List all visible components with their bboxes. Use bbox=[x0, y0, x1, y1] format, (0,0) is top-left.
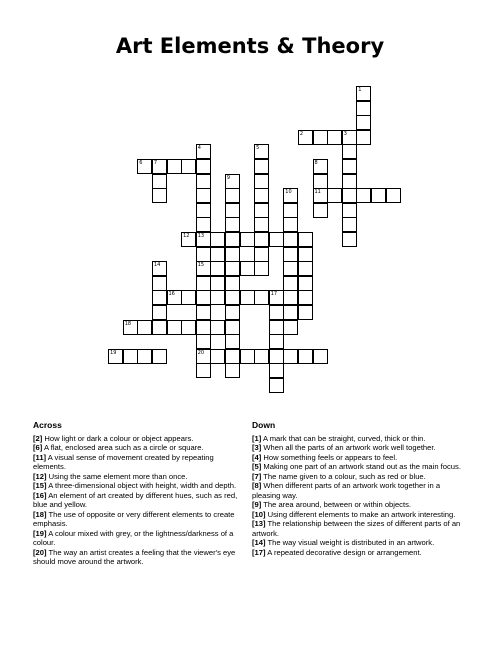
clue-num: [1] bbox=[252, 433, 262, 443]
clue-number: 7 bbox=[153, 160, 158, 166]
page-title: Art Elements & Theory bbox=[115, 34, 385, 58]
clue-num: [9] bbox=[252, 500, 262, 509]
grid-cell[interactable] bbox=[327, 130, 342, 145]
down-clue-list bbox=[252, 434, 467, 558]
clue-text: The area around, between or within objects. bbox=[261, 500, 411, 509]
grid-cell[interactable] bbox=[283, 247, 298, 262]
grid-cell[interactable] bbox=[269, 378, 284, 393]
clue-number: 13 bbox=[197, 233, 205, 239]
clue-num: [8] bbox=[252, 481, 262, 490]
clue-number: 14 bbox=[153, 262, 161, 269]
grid-cell[interactable] bbox=[167, 159, 182, 174]
grid-cell[interactable] bbox=[137, 349, 152, 364]
grid-cell[interactable] bbox=[356, 130, 371, 145]
clue-number: 8 bbox=[314, 160, 318, 166]
grid-cell[interactable] bbox=[196, 188, 211, 203]
clue-num: [4] bbox=[252, 452, 262, 462]
grid-cell[interactable] bbox=[298, 130, 313, 145]
clue-text: The use of opposite or very different elements to create emphasis. bbox=[33, 509, 235, 528]
grid-cell[interactable] bbox=[225, 349, 240, 364]
grid-cell[interactable] bbox=[181, 290, 196, 305]
grid-cell[interactable] bbox=[254, 349, 269, 364]
clue-item bbox=[33, 510, 241, 529]
across-heading: Across bbox=[33, 420, 62, 430]
clue-num: [5] bbox=[252, 462, 262, 471]
grid-cell[interactable] bbox=[225, 247, 240, 262]
clue-text: A colour mixed with grey, or the lightness/darkness of a colour. bbox=[33, 528, 234, 547]
grid-cell[interactable] bbox=[254, 261, 269, 276]
grid-cell[interactable] bbox=[298, 349, 313, 364]
grid-cell[interactable] bbox=[210, 261, 225, 276]
grid-cell[interactable] bbox=[210, 290, 225, 305]
clue-text: The relationship between the sizes of different parts of an artwork. bbox=[252, 519, 461, 538]
grid-cell[interactable] bbox=[137, 320, 152, 335]
clue-item bbox=[33, 529, 241, 548]
grid-cell[interactable] bbox=[313, 130, 328, 145]
grid-cell[interactable] bbox=[313, 188, 328, 203]
grid-cell[interactable] bbox=[196, 217, 211, 232]
grid-cell[interactable] bbox=[196, 261, 211, 276]
grid-cell[interactable] bbox=[152, 320, 167, 335]
clue-number: 5 bbox=[256, 145, 260, 152]
clue-text: An element of art created by different hues, such as red, blue and yellow. bbox=[33, 490, 238, 509]
clue-text: How light or dark a colour or object appears. bbox=[42, 433, 194, 443]
grid-cell[interactable] bbox=[225, 188, 240, 203]
grid-cell[interactable] bbox=[152, 159, 167, 174]
clue-num: [12] bbox=[33, 471, 47, 481]
clue-number: 17 bbox=[270, 291, 278, 298]
grid-cell[interactable] bbox=[254, 174, 269, 189]
grid-cell[interactable] bbox=[225, 261, 240, 276]
clue-number: 15 bbox=[197, 262, 205, 269]
grid-cell[interactable] bbox=[327, 188, 342, 203]
grid-cell[interactable] bbox=[298, 305, 313, 320]
clue-number: 4 bbox=[197, 145, 201, 152]
grid-cell[interactable] bbox=[167, 290, 182, 305]
grid-cell[interactable] bbox=[210, 349, 225, 364]
clue-text: How something feels or appears to feel. bbox=[261, 452, 398, 462]
grid-cell[interactable] bbox=[167, 320, 182, 335]
grid-cell[interactable] bbox=[254, 203, 269, 218]
clue-item bbox=[33, 453, 241, 472]
clue-item bbox=[33, 434, 241, 444]
grid-cell[interactable] bbox=[342, 188, 357, 203]
grid-cell[interactable] bbox=[283, 305, 298, 320]
clue-text: Using different elements to make an artwork interesting. bbox=[265, 509, 456, 519]
grid-cell[interactable] bbox=[356, 188, 371, 203]
grid-cell[interactable] bbox=[152, 305, 167, 320]
clue-item bbox=[252, 481, 467, 500]
grid-cell[interactable] bbox=[240, 349, 255, 364]
grid-cell[interactable] bbox=[196, 305, 211, 320]
grid-cell[interactable] bbox=[254, 232, 269, 247]
grid-cell[interactable] bbox=[269, 232, 284, 247]
clue-number: 11 bbox=[314, 189, 321, 196]
grid-cell[interactable] bbox=[269, 320, 284, 335]
clue-number: 19 bbox=[110, 349, 117, 356]
grid-cell[interactable] bbox=[386, 188, 401, 203]
grid-cell[interactable] bbox=[342, 203, 357, 218]
clue-item bbox=[252, 453, 467, 463]
grid-cell[interactable] bbox=[298, 276, 313, 291]
grid-cell[interactable] bbox=[152, 174, 167, 189]
grid-cell[interactable] bbox=[240, 261, 255, 276]
grid-cell[interactable] bbox=[210, 320, 225, 335]
clue-item bbox=[252, 434, 467, 444]
clue-text: A repeated decorative design or arrangement. bbox=[265, 547, 422, 557]
clue-num: [6] bbox=[33, 443, 43, 452]
clue-text: When all the parts of an artwork work well together. bbox=[261, 443, 436, 452]
grid-cell[interactable] bbox=[225, 363, 240, 378]
clue-item bbox=[252, 443, 467, 453]
grid-cell[interactable] bbox=[225, 276, 240, 291]
clue-item bbox=[252, 510, 467, 520]
clue-number: 9 bbox=[226, 174, 231, 181]
clue-number: 18 bbox=[124, 320, 132, 327]
grid-cell[interactable] bbox=[371, 188, 386, 203]
clue-number: 16 bbox=[168, 291, 175, 298]
grid-cell[interactable] bbox=[313, 159, 328, 174]
grid-cell[interactable] bbox=[313, 349, 328, 364]
clue-number: 12 bbox=[183, 233, 190, 239]
grid-cell[interactable] bbox=[298, 247, 313, 262]
grid-cell[interactable] bbox=[196, 349, 211, 364]
grid-cell[interactable] bbox=[108, 349, 123, 364]
grid-cell[interactable] bbox=[225, 320, 240, 335]
grid-cell[interactable] bbox=[283, 276, 298, 291]
clue-text: The way visual weight is distributed in an artwork. bbox=[265, 538, 435, 547]
grid-cell[interactable] bbox=[269, 334, 284, 349]
grid-cell[interactable] bbox=[240, 232, 255, 247]
grid-cell[interactable] bbox=[298, 232, 313, 247]
clue-num: [18] bbox=[33, 509, 47, 519]
grid-cell[interactable] bbox=[196, 320, 211, 335]
grid-cell[interactable] bbox=[254, 159, 269, 174]
grid-cell[interactable] bbox=[210, 247, 225, 262]
grid-cell[interactable] bbox=[225, 232, 240, 247]
grid-cell[interactable] bbox=[342, 232, 357, 247]
across-clues bbox=[33, 421, 241, 567]
clue-text: A three-dimensional object with height, width and depth. bbox=[46, 481, 237, 490]
grid-cell[interactable] bbox=[196, 144, 211, 159]
clue-num: [3] bbox=[252, 443, 262, 452]
clue-num: [7] bbox=[252, 471, 262, 481]
clue-text: Using the same element more than once. bbox=[46, 471, 188, 481]
grid-cell[interactable] bbox=[269, 363, 284, 378]
clue-text: When different parts of an artwork work together in a pleasing way. bbox=[252, 481, 441, 500]
grid-cell[interactable] bbox=[254, 290, 269, 305]
grid-cell[interactable] bbox=[225, 174, 240, 189]
grid-cell[interactable] bbox=[225, 305, 240, 320]
clue-item bbox=[252, 500, 467, 510]
clue-item bbox=[33, 491, 241, 510]
grid-cell[interactable] bbox=[225, 290, 240, 305]
grid-cell[interactable] bbox=[196, 159, 211, 174]
clue-number: 10 bbox=[285, 189, 292, 196]
grid-cell[interactable] bbox=[196, 232, 211, 247]
grid-cell[interactable] bbox=[196, 174, 211, 189]
clue-text: The name given to a colour, such as red or blue. bbox=[261, 471, 426, 481]
clue-text: A visual sense of movement created by repeating elements. bbox=[33, 452, 214, 471]
grid-cell[interactable] bbox=[269, 305, 284, 320]
across-clue-list bbox=[33, 434, 241, 567]
clue-text: The way an artist creates a feeling that the viewer's eye should move around the artwork. bbox=[33, 547, 236, 566]
clue-item bbox=[252, 472, 467, 482]
grid-cell[interactable] bbox=[342, 217, 357, 232]
grid-cell[interactable] bbox=[342, 130, 357, 145]
grid-cell[interactable] bbox=[181, 159, 196, 174]
grid-cell[interactable] bbox=[254, 144, 269, 159]
grid-cell[interactable] bbox=[283, 217, 298, 232]
clue-num: [17] bbox=[252, 547, 266, 557]
clue-num: [2] bbox=[33, 433, 43, 443]
grid-cell[interactable] bbox=[152, 261, 167, 276]
down-clues bbox=[252, 421, 467, 557]
clue-item bbox=[252, 548, 467, 558]
grid-cell[interactable] bbox=[283, 290, 298, 305]
grid-cell[interactable] bbox=[356, 86, 371, 101]
clue-num: [11] bbox=[33, 452, 47, 462]
grid-cell[interactable] bbox=[123, 320, 138, 335]
grid-cell[interactable] bbox=[137, 159, 152, 174]
clue-text: Making one part of an artwork stand out as the main focus. bbox=[261, 462, 461, 471]
clue-num: [16] bbox=[33, 490, 47, 500]
grid-cell[interactable] bbox=[342, 159, 357, 174]
grid-cell[interactable] bbox=[356, 115, 371, 130]
grid-cell[interactable] bbox=[313, 174, 328, 189]
clue-text: A mark that can be straight, curved, thick or thin. bbox=[261, 433, 426, 443]
clue-num: [20] bbox=[33, 547, 47, 557]
grid-cell[interactable] bbox=[283, 320, 298, 335]
grid-cell[interactable] bbox=[196, 276, 211, 291]
clue-number: 2 bbox=[299, 130, 304, 137]
grid-cell[interactable] bbox=[210, 232, 225, 247]
down-heading: Down bbox=[252, 420, 276, 430]
grid-cell[interactable] bbox=[225, 203, 240, 218]
grid-cell[interactable] bbox=[196, 203, 211, 218]
grid-cell[interactable] bbox=[196, 247, 211, 262]
grid-cell[interactable] bbox=[196, 363, 211, 378]
clue-number: 20 bbox=[197, 349, 205, 356]
grid-cell[interactable] bbox=[181, 232, 196, 247]
grid-cell[interactable] bbox=[254, 188, 269, 203]
grid-cell[interactable] bbox=[181, 320, 196, 335]
grid-cell[interactable] bbox=[283, 261, 298, 276]
clue-item bbox=[252, 462, 467, 472]
grid-cell[interactable] bbox=[313, 203, 328, 218]
grid-cell[interactable] bbox=[123, 349, 138, 364]
clue-number: 6 bbox=[139, 160, 143, 166]
grid-cell[interactable] bbox=[283, 188, 298, 203]
grid-cell[interactable] bbox=[283, 232, 298, 247]
clue-item bbox=[33, 443, 241, 453]
clue-num: [13] bbox=[252, 519, 266, 528]
grid-cell[interactable] bbox=[225, 217, 240, 232]
grid-cell[interactable] bbox=[269, 349, 284, 364]
clue-item bbox=[252, 519, 467, 538]
grid-cell[interactable] bbox=[342, 144, 357, 159]
clue-num: [10] bbox=[252, 509, 266, 519]
grid-cell[interactable] bbox=[240, 290, 255, 305]
grid-cell[interactable] bbox=[225, 334, 240, 349]
grid-cell[interactable] bbox=[152, 276, 167, 291]
grid-cell[interactable] bbox=[342, 174, 357, 189]
grid-cell[interactable] bbox=[196, 290, 211, 305]
grid-cell[interactable] bbox=[254, 217, 269, 232]
clue-text: A flat, enclosed area such as a circle or square. bbox=[42, 443, 204, 452]
clue-item bbox=[33, 472, 241, 482]
grid-cell[interactable] bbox=[152, 290, 167, 305]
clue-number: 3 bbox=[343, 130, 347, 137]
clue-num: [15] bbox=[33, 481, 47, 490]
grid-cell[interactable] bbox=[269, 290, 284, 305]
grid-cell[interactable] bbox=[210, 276, 225, 291]
clue-item bbox=[33, 548, 241, 567]
grid-cell[interactable] bbox=[283, 349, 298, 364]
grid-cell[interactable] bbox=[254, 247, 269, 262]
clue-item bbox=[33, 481, 241, 491]
grid-cell[interactable] bbox=[152, 188, 167, 203]
grid-cell[interactable] bbox=[298, 261, 313, 276]
grid-cell[interactable] bbox=[196, 334, 211, 349]
grid-cell[interactable] bbox=[283, 203, 298, 218]
grid-cell[interactable] bbox=[298, 290, 313, 305]
clue-num: [19] bbox=[33, 528, 47, 538]
clue-num: [14] bbox=[252, 538, 266, 547]
grid-cell[interactable] bbox=[356, 101, 371, 116]
grid-cell[interactable] bbox=[152, 349, 167, 364]
clue-number: 1 bbox=[358, 87, 362, 93]
clue-item bbox=[252, 538, 467, 548]
